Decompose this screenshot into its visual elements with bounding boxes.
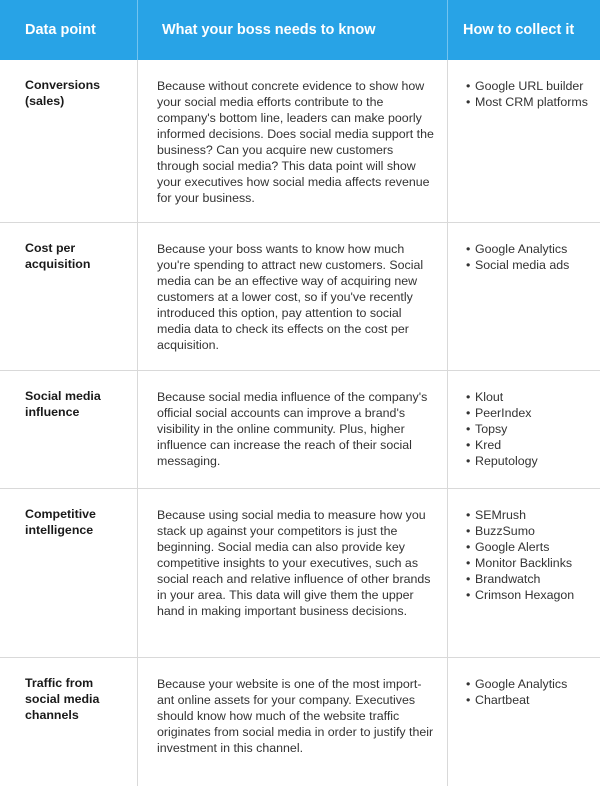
collection-tools	[448, 60, 600, 222]
tool-item: • Google URL builder	[466, 78, 596, 94]
data-point-label: Social media influence	[0, 371, 138, 488]
collection-tools	[448, 223, 600, 370]
tool-item: • Topsy	[466, 421, 596, 437]
tool-item: • Crimson Hexagon	[466, 587, 596, 603]
table-header	[0, 0, 600, 60]
tool-item: • SEMrush	[466, 507, 596, 523]
collection-tools	[448, 371, 600, 488]
data-point-description: Because without concrete evidence to show how your social media efforts contribute to the company's bottom line, leaders can make poorly informed decisions. Does social media support the business? Can you acquire new customers through social media? This data point will show your executives how social media affects revenue for your business.	[138, 60, 448, 222]
tool-item: • PeerIndex	[466, 405, 596, 421]
header-data-point: Data point	[0, 0, 138, 60]
data-point-label: Competitive intelligence	[0, 489, 138, 657]
table-row	[0, 489, 600, 658]
tool-item: • Reputology	[466, 453, 596, 469]
table-row	[0, 60, 600, 223]
collection-tools	[448, 658, 600, 786]
data-point-description: Because your boss wants to know how much you're spending to attract new customers. Social media can be an effective way of acquiring new customers at a lower cost, so if you've recently introduced this option, pay attention to social media data to check its effects on the cost per acquisition.	[138, 223, 448, 370]
tool-item: • Chartbeat	[466, 692, 596, 708]
tool-item: • Klout	[466, 389, 596, 405]
tool-item: • Google Analytics	[466, 676, 596, 692]
data-point-description: Because your website is one of the most import-ant online assets for your company. Executives should know how much of the website traffic originates from social media in order to justify their investment in this channel.	[138, 658, 448, 786]
tool-item: • Google Analytics	[466, 241, 596, 257]
tool-item: • Most CRM platforms	[466, 94, 596, 110]
tool-item: • Social media ads	[466, 257, 596, 273]
header-boss-needs: What your boss needs to know	[138, 0, 448, 60]
tool-item: • Kred	[466, 437, 596, 453]
tool-item: • Google Alerts	[466, 539, 596, 555]
tool-item: • Monitor Backlinks	[466, 555, 596, 571]
tool-item: • Brandwatch	[466, 571, 596, 587]
table-row	[0, 371, 600, 489]
collection-tools	[448, 489, 600, 657]
data-point-label: Traffic from social media channels	[0, 658, 138, 786]
header-how-to-collect: How to collect it	[463, 22, 575, 38]
table-row	[0, 223, 600, 371]
data-point-label: Conversions (sales)	[0, 60, 138, 222]
data-point-label: Cost per acquisition	[0, 223, 138, 370]
data-point-description: Because using social media to measure how you stack up against your competitors is just the beginning. Social media can also provide key competitive insights to your executives, such as social reach and relative influence of other brands in your area. This data will give them the upper hand in making important business decisions.	[138, 489, 448, 657]
tool-item: • BuzzSumo	[466, 523, 596, 539]
table-row	[0, 658, 600, 786]
data-point-description: Because social media influence of the company's official social accounts can improve a brand's visibility in the online community. Plus, higher influence can increase the reach of their social messaging.	[138, 371, 448, 488]
